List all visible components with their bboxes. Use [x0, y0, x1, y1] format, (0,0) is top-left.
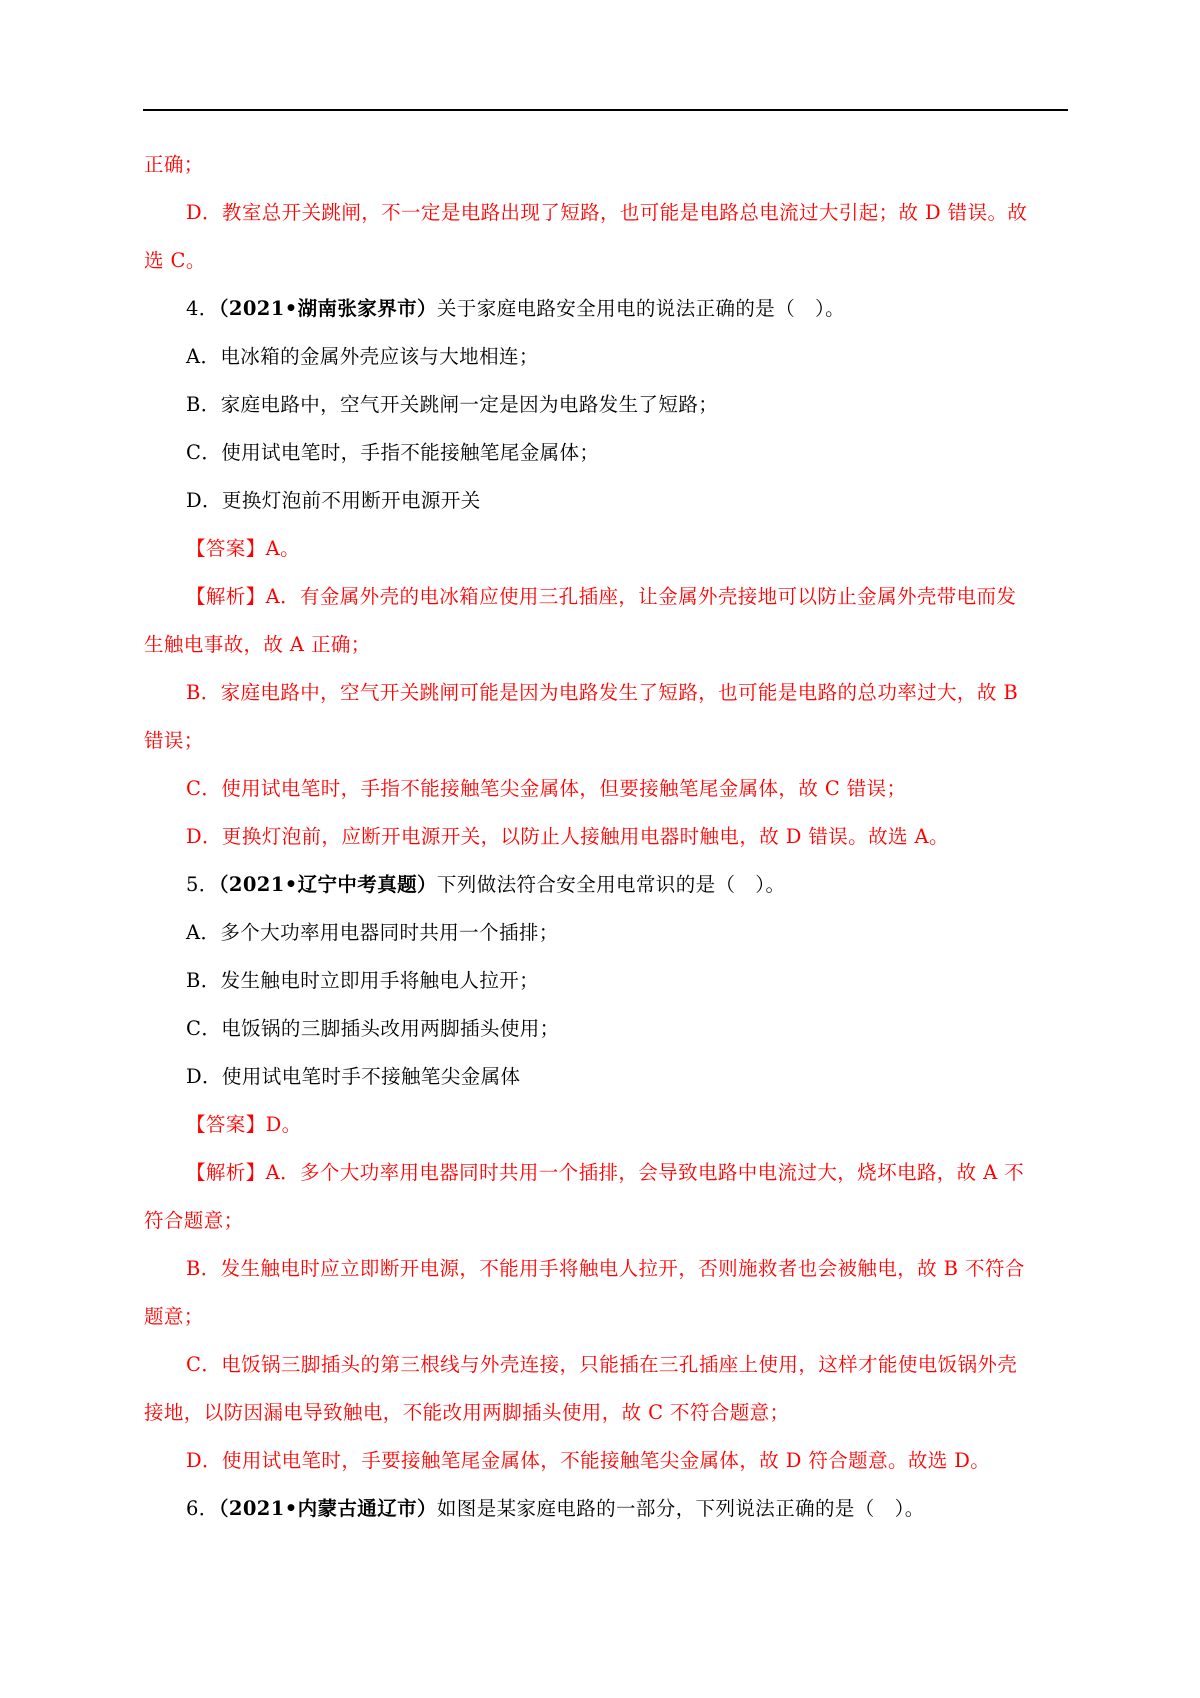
option-a: A．电冰箱的金属外壳应该与大地相连；	[186, 345, 539, 368]
question-4-stem	[186, 294, 1069, 324]
question-source: （2021•内蒙古通辽市）	[218, 1497, 437, 1520]
question-number: 4．	[186, 297, 219, 320]
explanation-line: B．家庭电路中，空气开关跳闸可能是因为电路发生了短路，也可能是电路的总功率过大，故 B	[186, 681, 1019, 704]
question-6-stem	[186, 1494, 1069, 1524]
option-b: B．家庭电路中，空气开关跳闸一定是因为电路发生了短路；	[186, 393, 719, 416]
header-rule	[143, 109, 1068, 111]
question-text: 下列做法符合安全用电常识的是（ ）。	[436, 873, 786, 896]
question-number: 5．	[186, 873, 219, 896]
answer-line: 【答案】D。	[186, 1113, 302, 1136]
answer-line: 【答案】A。	[186, 537, 300, 560]
explanation-line: 题意；	[144, 1305, 204, 1328]
question-5-stem	[186, 870, 1069, 900]
option-a: A．多个大功率用电器同时共用一个插排；	[186, 921, 559, 944]
question-source: （2021•湖南张家界市）	[218, 297, 437, 320]
explanation-line: D．教室总开关跳闸，不一定是电路出现了短路，也可能是电路总电流过大引起；故 D 错误。故	[186, 201, 1028, 224]
explanation-line: 正确；	[144, 153, 204, 176]
explanation-line: 生触电事故，故 A 正确；	[144, 633, 371, 656]
explanation-line: 接地，以防因漏电导致触电，不能改用两脚插头使用，故 C 不符合题意；	[144, 1401, 790, 1424]
question-source: （2021•辽宁中考真题）	[218, 873, 437, 896]
option-d: D．使用试电笔时手不接触笔尖金属体	[186, 1065, 521, 1088]
question-number: 6．	[186, 1497, 219, 1520]
option-d: D．更换灯泡前不用断开电源开关	[186, 489, 481, 512]
explanation-line: C．电饭锅三脚插头的第三根线与外壳连接，只能插在三孔插座上使用，这样才能使电饭锅外壳	[186, 1353, 1018, 1376]
explanation-line: D．使用试电笔时，手要接触笔尾金属体，不能接触笔尖金属体，故 D 符合题意。故选 D。	[186, 1449, 991, 1472]
explanation-line: B．发生触电时应立即断开电源，不能用手将触电人拉开，否则施救者也会被触电，故 B 不符合	[186, 1257, 1025, 1280]
explanation-line: D．更换灯泡前，应断开电源开关，以防止人接触用电器时触电，故 D 错误。故选 A。	[186, 825, 949, 848]
explanation-line: 错误；	[144, 729, 204, 752]
explanation-line: 选 C。	[144, 249, 206, 272]
explanation-line: 【解析】A．多个大功率用电器同时共用一个插排，会导致电路中电流过大，烧坏电路，故 A 不	[186, 1161, 1025, 1184]
option-c: C．使用试电笔时，手指不能接触笔尾金属体；	[186, 441, 600, 464]
option-c: C．电饭锅的三脚插头改用两脚插头使用；	[186, 1017, 560, 1040]
explanation-line: 【解析】A．有金属外壳的电冰箱应使用三孔插座，让金属外壳接地可以防止金属外壳带电而发	[186, 585, 1017, 608]
explanation-line: C．使用试电笔时，手指不能接触笔尖金属体，但要接触笔尾金属体，故 C 错误；	[186, 777, 907, 800]
option-b: B．发生触电时立即用手将触电人拉开；	[186, 969, 540, 992]
explanation-line: 符合题意；	[144, 1209, 244, 1232]
question-text: 关于家庭电路安全用电的说法正确的是（ ）。	[436, 297, 846, 320]
question-text: 如图是某家庭电路的一部分，下列说法正确的是（ ）。	[436, 1497, 925, 1520]
